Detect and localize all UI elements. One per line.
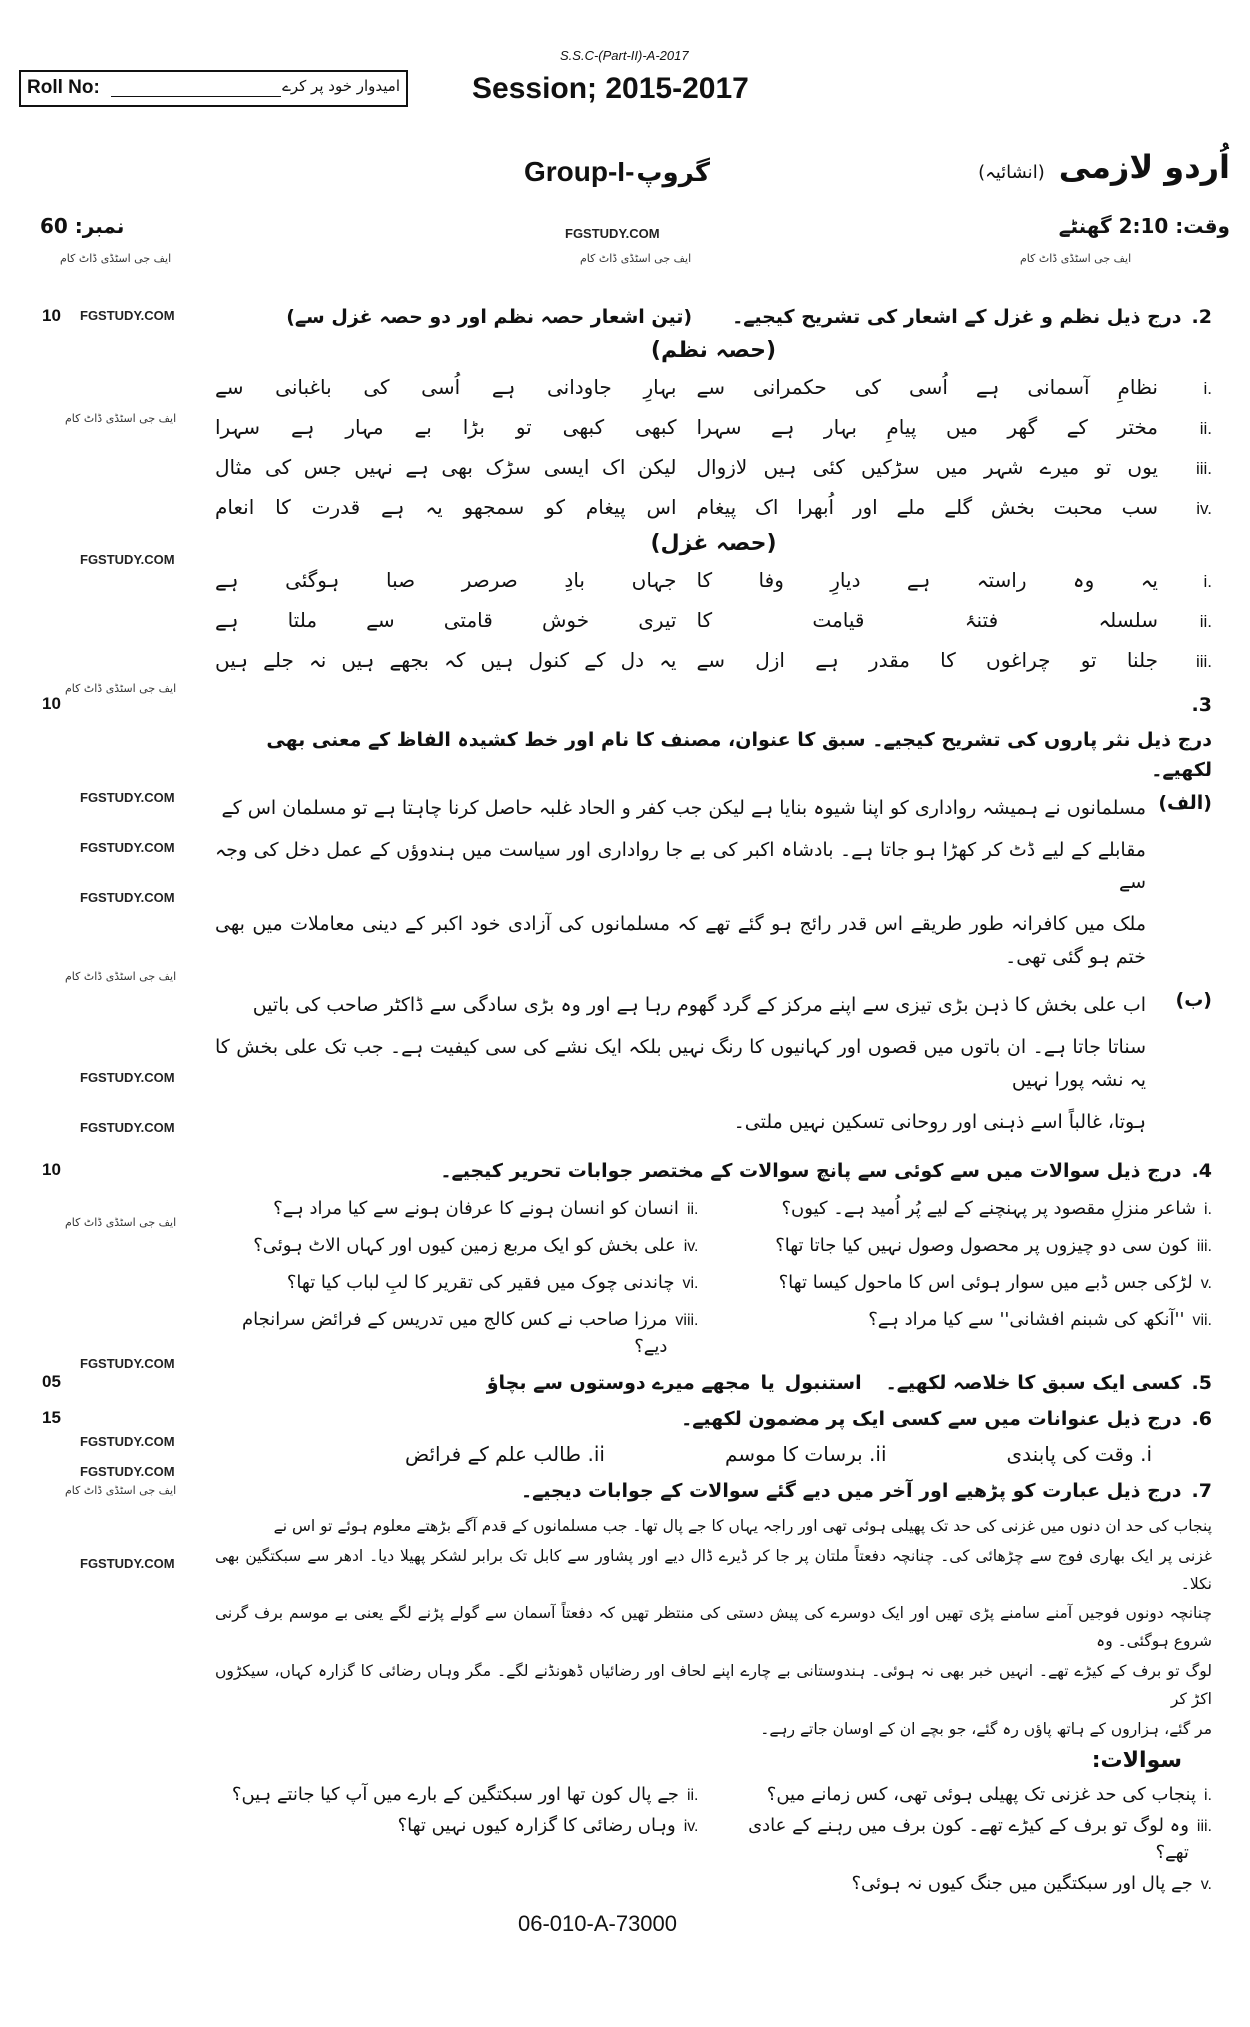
q7-question-cell	[215, 1781, 699, 1808]
roll-label: Roll No:	[27, 77, 100, 98]
subject-title	[978, 148, 1230, 186]
q7-question-number: iv.	[683, 1817, 699, 1835]
q6-marks: 15	[42, 1408, 61, 1428]
q4-section	[42, 1156, 1212, 1372]
q7-questions	[215, 1781, 1212, 1897]
watermark: FGSTUDY.COM	[80, 1120, 175, 1136]
q5-marks: 05	[42, 1371, 61, 1391]
verse-first-half: مختر کے گھر میں پیامِ بہار ہے سہرا	[696, 415, 1158, 440]
nazm-heading: (حصہ نظم)	[650, 338, 777, 364]
topic-text: وقت کی پابندی	[1006, 1442, 1134, 1467]
roll-urdu: امیدوار خود پر کرے	[282, 77, 400, 95]
verse-second-half: جہاں بادِ صرصر صبا ہوگئی ہے	[215, 568, 677, 593]
q6-topics	[215, 1442, 1212, 1466]
session: Session; 2015-2017	[472, 72, 749, 105]
watermark-urdu: ایف جی اسٹڈی ڈاٹ کام	[65, 970, 177, 984]
q3-alif-lines	[215, 792, 1146, 983]
q6-topic	[1007, 1442, 1152, 1466]
q4-item-text: ''آنکھ کی شبنم افشانی'' سے کیا مراد ہے؟	[868, 1308, 1185, 1330]
watermark-urdu: ایف جی اسٹڈی ڈاٹ کام	[65, 1484, 177, 1498]
q4-item-text: مرزا صاحب نے کس کالج میں تدریس کے فرائض سرانجام دیے؟	[241, 1308, 668, 1357]
passage-line: مر گئے، ہزاروں کے ہاتھ پاؤں رہ گئے، جو بچے ان کے اوسان جاتے رہے۔	[760, 1720, 1212, 1739]
verse-first-half: نظامِ آسمانی ہے اُسی کی حکمرانی سے	[696, 375, 1158, 400]
q3-alif-label: (الف)	[1158, 791, 1212, 814]
q4-heading	[215, 1156, 1212, 1186]
verse-row	[215, 564, 1212, 596]
q4-item-text: چاندنی چوک میں فقیر کی تقریر کا لبِ لباب کیا تھا؟	[286, 1271, 675, 1293]
verse-second-half: تیری خوش قامتی سے ملتا ہے	[215, 608, 677, 633]
verse-number: iv.	[1196, 499, 1212, 519]
verse-first-half: یہ وہ راستہ ہے دیارِ وفا کا	[696, 568, 1158, 593]
q7-question-cell	[729, 1781, 1213, 1808]
q7-section	[65, 1476, 1212, 1897]
q3-section	[42, 690, 1212, 1148]
q3-alif-line: ملک میں کافرانہ طور طریقے اس قدر رائج ہو گئے تھے کہ مسلمانوں کی آزادی خود اکبر کے دینی معاملات میں بھی ختم ہو گئی تھی۔	[215, 913, 1146, 968]
q2-text: درج ذیل نظم و غزل کے اشعار کی تشریح کیجیے۔	[732, 306, 1182, 328]
watermark: FGSTUDY.COM	[80, 1464, 175, 1480]
q7-question-text: وہ لوگ تو برف کے کیڑے تھے۔ کون برف میں رہنے کے عادی تھے؟	[748, 1814, 1189, 1863]
q4-item-text: شاعر منزلِ مقصود پر پہنچنے کے لیے پُر اُمید ہے۔ کیوں؟	[781, 1197, 1196, 1219]
item-number: ii.	[587, 1442, 605, 1467]
watermark-urdu: ایف جی اسٹڈی ڈاٹ کام	[1020, 252, 1132, 265]
passage-line: غزنی پر ایک بھاری فوج سے چڑھائی کی۔ چنانچہ دفعتاً ملتان پر جا کر ڈیرے ڈال دیے اور پشاور سے کابل تک برابر لشکر پھیلا دیا۔ ادھر سے سبکتگین بھی نکلا۔	[215, 1546, 1212, 1593]
q4-item-text: کون سی دو چیزوں پر محصول وصول نہیں کیا جاتا تھا؟	[775, 1234, 1189, 1256]
watermark: FGSTUDY.COM	[80, 1556, 175, 1572]
verse-row	[215, 604, 1212, 636]
verse-first-half: یوں تو میرے شہر میں سڑکیں کئی ہیں لازوال	[696, 455, 1158, 480]
watermark: FGSTUDY.COM	[565, 226, 660, 241]
q3-marks: 10	[42, 694, 61, 714]
q7-question-number: i.	[1204, 1786, 1212, 1804]
q4-item-number: i.	[1204, 1200, 1212, 1218]
q7-question-text: وہاں رضائی کا گزارہ کیوں نہیں تھا؟	[397, 1814, 676, 1836]
nazm-verses	[215, 371, 1212, 523]
verse-number: iii.	[1195, 459, 1212, 479]
q4-item-number: iv.	[683, 1237, 699, 1255]
q4-item-number: v.	[1200, 1274, 1212, 1292]
watermark-urdu: ایف جی اسٹڈی ڈاٹ کام	[65, 682, 177, 695]
verse-first-half: سب محبت بخش گلے ملے اور اُبھرا اک پیغام	[696, 495, 1158, 520]
q3-be-lines	[215, 989, 1146, 1148]
footer-code: 06-010-A-73000	[518, 1910, 678, 1936]
q5-text: کسی ایک سبق کا خلاصہ لکھیے۔	[885, 1371, 1182, 1394]
verse-row	[215, 371, 1212, 403]
verse-number: ii.	[1199, 419, 1212, 439]
verse-number: iii.	[1195, 652, 1212, 672]
passage-line: لوگ تو برف کے کیڑے تھے۔ انہیں خبر بھی نہ ہوئی۔ ہندوستانی بے چارے اپنے لحاف اور رضائیاں ڈھونڈنے لگے۔ مگر وہاں رضائی کا گزارہ کہاں، سیکڑوں اکڑ کر	[215, 1662, 1212, 1709]
q4-item-number: viii.	[675, 1311, 699, 1329]
verse-first-half: جلنا تو چراغوں کا مقدر ہے ازل سے	[696, 648, 1158, 673]
q4-items	[215, 1195, 1212, 1360]
q2-heading	[215, 302, 1212, 332]
q7-question-cell	[729, 1870, 1213, 1897]
watermark: FGSTUDY.COM	[80, 1434, 175, 1450]
q7-questions-heading: سوالات:	[1091, 1747, 1182, 1773]
q6-topic	[405, 1442, 605, 1466]
item-number: i.	[1140, 1442, 1152, 1467]
topic-text: طالب علم کے فرائض	[404, 1442, 582, 1467]
q3-be-line: ہوتا، غالباً اسے ذہنی اور روحانی تسکین نہیں ملتی۔	[733, 1110, 1146, 1133]
q5-number: 5.	[1191, 1371, 1212, 1394]
roll-number-box[interactable]	[19, 70, 408, 107]
q3-be-line: اب علی بخش کا ذہن بڑی تیزی سے اپنے مرکز کے گرد گھوم رہا ہے اور وہ بڑی سادگی سے ڈاکٹر صاحب کی باتیں	[252, 994, 1146, 1017]
q4-item-cell	[729, 1195, 1213, 1222]
group-en: Group-I-	[524, 156, 635, 187]
subject-sub: (انشائیہ)	[978, 162, 1045, 183]
q3-text: درج ذیل نثر پاروں کی تشریح کیجیے۔ سبق کا عنوان، مصنف کا نام اور خط کشیدہ الفاظ کے معنی بھی لکھیے۔	[266, 728, 1212, 782]
q5-heading	[215, 1368, 1212, 1398]
subject: اُردو لازمی	[1058, 148, 1230, 186]
verse-row	[215, 644, 1212, 676]
q4-item-cell	[729, 1306, 1213, 1360]
q7-question-text: جے پال کون تھا اور سبکتگین کے بارے میں آپ کیا جانتے ہیں؟	[231, 1783, 679, 1805]
q7-question-number: v.	[1200, 1875, 1212, 1893]
q6-topic	[725, 1442, 887, 1466]
q7-question-number: ii.	[686, 1786, 699, 1804]
q4-item-cell	[215, 1269, 699, 1296]
q4-item-text: انسان کو انسان ہونے کا عرفان ہونے سے کیا مراد ہے؟	[273, 1197, 679, 1219]
passage-line: چنانچہ دونوں فوجیں آمنے سامنے پڑی تھیں اور ایک دوسرے کی پیش دستی کی منتظر تھیں کہ دفعتاً آسمان سے گولے پڑنے لگے یعنی بے موسم برف گرنی شروع ہوگئی۔ وہ	[215, 1604, 1212, 1651]
q4-item-number: iii.	[1196, 1237, 1212, 1255]
q7-question-number: iii.	[1196, 1817, 1212, 1835]
q3-be-label: (ب)	[1175, 989, 1212, 1012]
q5-option-2: مجھے میرے دوستوں سے بچاؤ	[486, 1371, 751, 1394]
q4-item-cell	[215, 1306, 699, 1360]
q5-section	[42, 1368, 1212, 1398]
q7-heading	[215, 1476, 1212, 1506]
q4-item-cell	[729, 1232, 1213, 1259]
topic-text: برسات کا موسم	[724, 1442, 863, 1467]
q4-item-cell	[215, 1232, 699, 1259]
verse-first-half: سلسلہ فتنۂ قیامت کا	[696, 608, 1158, 633]
watermark-urdu: ایف جی اسٹڈی ڈاٹ کام	[65, 1216, 177, 1230]
q7-question-cell	[729, 1812, 1213, 1866]
q6-heading	[215, 1404, 1212, 1434]
q4-item-number: vi.	[682, 1274, 699, 1292]
question-paper-body	[42, 302, 1212, 1937]
group-ur: گروپ	[636, 158, 711, 188]
watermark: FGSTUDY.COM	[80, 1070, 175, 1086]
verse-number: ii.	[1199, 612, 1212, 632]
q6-section	[42, 1404, 1212, 1480]
q7-question-cell	[215, 1812, 699, 1866]
verse-row	[215, 451, 1212, 483]
watermark: FGSTUDY.COM	[80, 890, 175, 906]
q3-alif-line: مسلمانوں نے ہمیشہ رواداری کو اپنا شیوہ بنایا ہے لیکن جب کفر و الحاد غلبہ حاصل کرنا چاہتا ہے تو مسلمان اس کے	[221, 796, 1146, 819]
q4-item-number: ii.	[686, 1200, 699, 1218]
watermark-urdu: ایف جی اسٹڈی ڈاٹ کام	[580, 252, 692, 265]
watermark-urdu: ایف جی اسٹڈی ڈاٹ کام	[65, 412, 177, 425]
watermark-urdu: ایف جی اسٹڈی ڈاٹ کام	[60, 252, 172, 265]
watermark: FGSTUDY.COM	[80, 552, 175, 567]
q3-alif-line: مقابلے کے لیے ڈٹ کر کھڑا ہو جاتا ہے۔ بادشاہ اکبر کی بے جا رواداری اور سیاست میں ہندوؤں کے عمل دخل کی وجہ سے	[215, 838, 1146, 894]
q7-number: 7.	[1191, 1480, 1212, 1503]
q7-question-text: پنجاب کی حد غزنی تک پھیلی ہوئی تھی، کس زمانے میں؟	[766, 1783, 1196, 1805]
time-allowed: وقت: 2:10 گھنٹے	[1058, 214, 1230, 238]
roll-blank	[111, 96, 281, 97]
watermark: FGSTUDY.COM	[80, 790, 175, 806]
q5-option-1: استنبول	[784, 1371, 862, 1394]
verse-second-half: یہ دل کے کنول ہیں کہ بجھے ہیں نہ جلے ہیں	[215, 648, 677, 673]
q3-heading	[215, 690, 1212, 785]
q4-text: درج ذیل سوالات میں سے کوئی سے پانچ سوالات کے مختصر جوابات تحریر کیجیے۔	[440, 1160, 1182, 1183]
verse-second-half: اس پیغام کو سمجھو یہ ہے قدرت کا انعام	[215, 495, 677, 520]
q6-number: 6.	[1191, 1408, 1212, 1431]
q7-passage	[215, 1513, 1212, 1744]
q2-number: 2.	[1191, 306, 1212, 328]
q7-text: درج ذیل عبارت کو پڑھیے اور آخر میں دیے گئے سوالات کے جوابات دیجیے۔	[520, 1480, 1182, 1503]
q3-number: 3.	[1191, 694, 1212, 717]
q4-item-number: vii.	[1192, 1311, 1212, 1329]
verse-row	[215, 491, 1212, 523]
passage-line: پنجاب کی حد ان دنوں میں غزنی کی حد تک پھیلی ہوئی تھی اور راجہ یہاں کا جے پال تھا۔ جب مسلمانوں کے قدم آگے بڑھتے معلوم ہوئے تو اس نے	[273, 1516, 1212, 1535]
q7-question-text: جے پال اور سبکتگین میں جنگ کیوں نہ ہوئی؟	[851, 1872, 1193, 1894]
marks-total: نمبر: 60	[40, 214, 125, 238]
watermark: FGSTUDY.COM	[80, 308, 175, 323]
q5-or: یا	[760, 1371, 775, 1394]
group	[524, 156, 710, 188]
watermark: FGSTUDY.COM	[80, 1356, 175, 1372]
q3-alif	[215, 792, 1212, 983]
q4-item-text: لڑکی جس ڈبے میں سوار ہوئی اس کا ماحول کیسا تھا؟	[778, 1271, 1193, 1293]
ghazal-verses	[215, 564, 1212, 676]
q4-item-cell	[729, 1269, 1213, 1296]
verse-second-half: لیکن اک ایسی سڑک بھی ہے نہیں جس کی مثال	[215, 455, 677, 480]
q3-be	[215, 989, 1212, 1148]
verse-second-half: کبھی کبھی تو بڑا بے مہار ہے سہرا	[215, 415, 677, 440]
verse-number: i.	[1203, 572, 1212, 592]
q4-item-cell	[215, 1195, 699, 1222]
verse-row	[215, 411, 1212, 443]
watermark: FGSTUDY.COM	[80, 840, 175, 856]
q2-note: (تین اشعار حصہ نظم اور دو حصہ غزل سے)	[286, 306, 693, 328]
q6-text: درج ذیل عنوانات میں سے کسی ایک پر مضمون لکھیے۔	[681, 1408, 1182, 1431]
verse-second-half: بہارِ جاودانی ہے اُسی کی باغبانی سے	[215, 375, 677, 400]
q3-be-line: سناتا جاتا ہے۔ ان باتوں میں قصوں اور کہانیوں کا رنگ نہیں بلکہ ایک نشے کی سی کیفیت ہے۔ جب تک علی بخش کا یہ نشہ پورا نہیں	[215, 1036, 1146, 1091]
q2-section	[42, 302, 1212, 695]
q4-number: 4.	[1191, 1160, 1212, 1183]
q2-marks: 10	[42, 306, 61, 325]
ghazal-heading: (حصہ غزل)	[650, 531, 777, 557]
q4-marks: 10	[42, 1160, 61, 1180]
paper-code: S.S.C-(Part-II)-A-2017	[560, 48, 689, 63]
item-number: ii.	[869, 1442, 887, 1467]
verse-number: i.	[1203, 379, 1212, 399]
q4-item-text: علی بخش کو ایک مربع زمین کیوں اور کہاں الاٹ ہوئی؟	[253, 1234, 676, 1256]
